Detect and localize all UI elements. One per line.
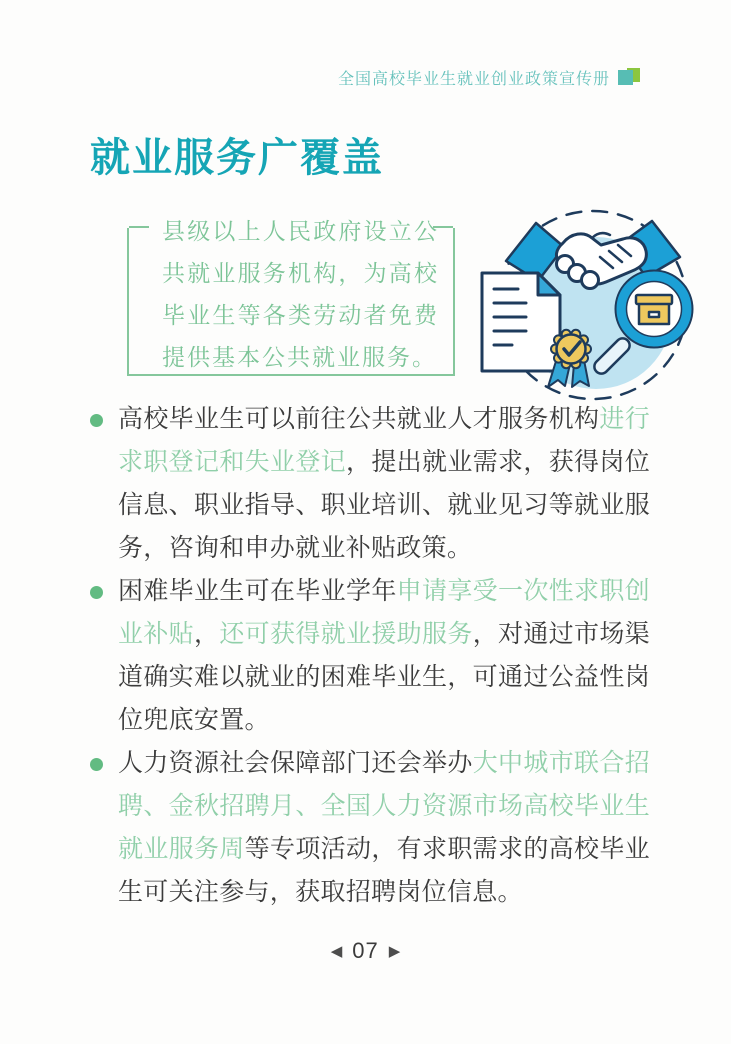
body-text: ， <box>194 620 220 648</box>
highlight-text: 进行求职登记和失业登记 <box>118 405 650 476</box>
highlight-text: 大中城市联合招聘、金秋招聘月、全国人力资源市场高校毕业生就业服务周 <box>118 749 650 863</box>
illustration-svg <box>468 203 718 403</box>
list-item <box>88 398 650 570</box>
page-footer <box>0 938 731 964</box>
policy-quote-box <box>127 218 455 376</box>
list-item <box>88 570 650 742</box>
highlight-text: 申请享受一次性求职创业补贴 <box>118 577 650 648</box>
bullet-list <box>88 398 650 914</box>
list-item <box>88 742 650 914</box>
teal-square-icon <box>618 70 633 85</box>
page-title: 就业服务广覆盖 <box>90 136 384 180</box>
body-text: ，提出就业需求，获得岗位信息、职业指导、职业培训、就业见习等就业服务，咨询和申办就业补贴政策。 <box>118 448 650 562</box>
page-number: 07 <box>352 938 379 963</box>
booklet-title: 全国高校毕业生就业创业政策宣传册 <box>337 71 610 88</box>
body-text: 等专项活动，有求职需求的高校毕业生可关注参与，获取招聘岗位信息。 <box>118 835 650 906</box>
highlight-text: 还可获得就业援助服务 <box>219 620 473 648</box>
policy-quote-text: 县级以上人民政府设立公共就业服务机构，为高校毕业生等各类劳动者免费提供基本公共就业服务。 <box>162 218 439 370</box>
employment-services-illustration <box>468 203 718 403</box>
overlapping-squares-icon <box>618 67 641 88</box>
prev-page-icon: ◀ <box>330 943 343 960</box>
body-text: 困难毕业生可在毕业学年 <box>118 577 397 605</box>
next-page-icon: ▶ <box>388 943 401 960</box>
page-header <box>338 66 641 89</box>
body-text: 人力资源社会保障部门还会举办 <box>118 749 473 777</box>
body-text: 高校毕业生可以前往公共就业人才服务机构 <box>118 405 600 433</box>
document-icon <box>482 273 560 371</box>
body-text: ，对通过市场渠道确实难以就业的困难毕业生，可通过公益性岗位兜底安置。 <box>118 620 650 734</box>
